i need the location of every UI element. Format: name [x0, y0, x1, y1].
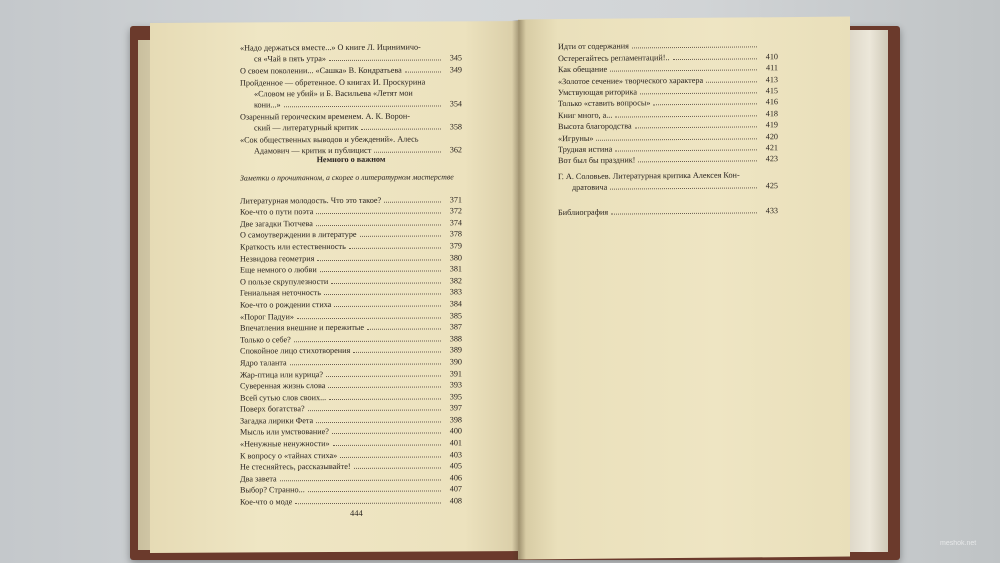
- toc-title: Суверенная жизнь слова: [240, 381, 326, 391]
- toc-page-number: 407: [449, 484, 462, 494]
- toc-title: Гениальная неточность: [240, 288, 321, 298]
- toc-page-number: 408: [449, 496, 462, 506]
- toc-title: Кое-что о моде: [240, 497, 293, 507]
- toc-page-number: 385: [449, 310, 462, 320]
- toc-page-number: 397: [449, 403, 462, 413]
- toc-page-number: 413: [765, 74, 778, 84]
- toc-title: Две загадки Тютчева: [240, 218, 313, 229]
- toc-page-number: 395: [449, 392, 462, 402]
- toc-page-number: 418: [765, 108, 778, 119]
- toc-page-number: 416: [765, 97, 778, 107]
- toc-entry-row: [558, 180, 778, 193]
- toc-page-number: 380: [449, 252, 462, 262]
- toc-page-number: 371: [449, 194, 462, 204]
- bibliography-entry: [558, 205, 778, 218]
- toc-page-number: 384: [449, 299, 462, 309]
- toc-title: Трудная истина: [558, 144, 613, 155]
- toc-page-number: 391: [449, 368, 462, 378]
- toc-entry-line: дратовича: [572, 182, 608, 192]
- toc-title: Поверх богатства?: [240, 404, 305, 414]
- toc-entry: [240, 495, 462, 508]
- toc-title: Жар-птица или курица?: [240, 369, 323, 379]
- toc-page-number: 400: [449, 426, 462, 436]
- toc-entry: [240, 64, 462, 76]
- toc-page-number: 398: [449, 415, 462, 425]
- toc-page-number: 420: [765, 131, 778, 141]
- toc-page-number: 406: [449, 473, 462, 483]
- toc-title: Как обещание: [558, 64, 608, 75]
- left-page: [150, 21, 520, 553]
- afterword-entry: [558, 169, 778, 194]
- toc-title: Краткость или естественность: [240, 241, 346, 252]
- toc-page-number: 345: [449, 53, 462, 63]
- toc-entry-row: [240, 52, 462, 64]
- toc-page-number: 381: [449, 264, 462, 274]
- toc-title: Только «ставить вопросы»: [558, 98, 651, 109]
- toc-entry-line: Пройденное — обретенное. О книгах И. Проскурина: [240, 77, 426, 88]
- toc-page-number: 389: [449, 345, 462, 355]
- toc-title: Идти от содержания: [558, 41, 629, 52]
- toc-title: Кое-что о рождении стиха: [240, 299, 332, 310]
- toc-entry: [240, 76, 462, 110]
- toc-page-number: 387: [449, 322, 462, 332]
- toc-title: Всей сутью слов своих...: [240, 392, 327, 403]
- section-subtitle: Заметки о прочитанном, а скорее о литературном мастерстве: [240, 172, 454, 183]
- toc-title: Впечатления внешние и пережитые: [240, 322, 365, 333]
- toc-entry-row: [240, 64, 462, 76]
- toc-page-number: 401: [449, 438, 462, 448]
- toc-page-number: 403: [449, 449, 462, 460]
- right-toc-list: [558, 39, 778, 166]
- toc-page-number: 393: [449, 380, 462, 390]
- toc-page-number: 421: [765, 143, 778, 153]
- toc-entry-line: «Словом не убий» и Б. Васильева «Летят мои: [254, 88, 413, 99]
- right-page: [518, 17, 850, 560]
- toc-title: Кое-что о пути поэта: [240, 207, 314, 217]
- toc-title: «Золотое сечение» творческого характера: [558, 75, 704, 86]
- toc-entry-line: кони...»: [254, 100, 281, 110]
- toc-title: Не стесняйтесь, рассказывайте!: [240, 462, 351, 472]
- toc-page-number: 388: [449, 334, 462, 344]
- toc-title: О самоутверждении в литературе: [240, 230, 357, 240]
- toc-page-number: 354: [449, 99, 462, 109]
- toc-entry-line: «Сок общественных выводов и убеждений». Алесь: [240, 134, 419, 145]
- toc-entry: [240, 110, 462, 133]
- bibliography-page: 433: [765, 206, 778, 216]
- toc-title: Остерегайтесь регламентаций!..: [558, 52, 670, 63]
- book-gutter: [512, 20, 526, 560]
- toc-title: Книг много, а...: [558, 110, 613, 120]
- toc-title: Вот был бы праздник!: [558, 155, 636, 166]
- toc-entry-line: ся «Чай в пять утра»: [254, 54, 326, 64]
- toc-entry-line: ский — литературный критик: [254, 122, 359, 133]
- toc-entry-row: [240, 121, 462, 133]
- toc-page-number: 425: [765, 181, 778, 191]
- toc-page-number: 382: [449, 276, 462, 286]
- toc-title: О пользе скрупулезности: [240, 276, 329, 287]
- toc-title: Еще немного о любви: [240, 265, 317, 275]
- toc-page-number: 358: [449, 122, 462, 132]
- toc-entry-line: О своем поколении... «Сашка» В. Кондратьева: [240, 65, 402, 76]
- section-title: Немного о важном: [316, 154, 386, 165]
- toc-title: Загадка лирики Фета: [240, 415, 314, 426]
- toc-title: «Ненужные ненужности»: [240, 439, 330, 449]
- toc-page-number: 372: [449, 206, 462, 216]
- toc-title: Умствующая риторика: [558, 87, 638, 98]
- toc-title: Ядро таланта: [240, 358, 287, 368]
- toc-entry-line: Адамович — критик и публицист: [254, 145, 372, 156]
- toc-entry-row: [240, 98, 462, 110]
- toc-page-number: 419: [765, 120, 778, 130]
- left-toc-list: [240, 193, 462, 507]
- toc-title: Высота благородства: [558, 121, 632, 132]
- toc-title: Незвидова геометрия: [240, 253, 315, 264]
- toc-entry: [558, 153, 778, 166]
- toc-entry-line: «Надо держаться вместе...» О книге Л. Ицинимичо-: [240, 42, 421, 53]
- toc-page-number: 349: [449, 65, 462, 75]
- toc-entry-line: Озаренный героическим временем. А. К. Ворон-: [240, 111, 410, 122]
- toc-title: Только о себе?: [240, 334, 291, 345]
- bibliography-title: Библиография: [558, 207, 609, 218]
- toc-page-number: 423: [765, 154, 778, 164]
- toc-title: Спокойное лицо стихотворения: [240, 346, 351, 356]
- toc-page-number: 410: [765, 51, 778, 62]
- toc-page-number: 415: [765, 86, 778, 96]
- toc-page-number: 374: [449, 218, 462, 228]
- toc-title: «Порог Падуи»: [240, 311, 294, 322]
- left-top-entries: [240, 41, 462, 157]
- toc-entry: [240, 41, 462, 64]
- toc-page-number: 379: [449, 241, 462, 251]
- toc-page-number: 411: [766, 63, 778, 73]
- toc-page-number: 390: [449, 357, 462, 367]
- toc-title: К вопросу о «тайнах стиха»: [240, 450, 338, 461]
- watermark-text: meshok.net: [940, 540, 977, 547]
- toc-title: Литературная молодость. Что это такое?: [240, 195, 382, 206]
- toc-title: Мысль или умствование?: [240, 427, 329, 437]
- toc-page-number: 362: [449, 145, 462, 155]
- toc-title: Выбор? Странно...: [240, 485, 305, 495]
- toc-page-number: 405: [449, 461, 462, 471]
- toc-entry: [558, 169, 778, 193]
- toc-page-number: 378: [449, 229, 462, 239]
- page-folio: 444: [350, 507, 363, 518]
- toc-title: Два завета: [240, 474, 277, 484]
- toc-page-number: 383: [449, 287, 462, 297]
- toc-title: «Игруны»: [558, 133, 594, 143]
- toc-entry-line: Г. А. Соловьев. Литературная критика Алексея Кон-: [558, 170, 740, 182]
